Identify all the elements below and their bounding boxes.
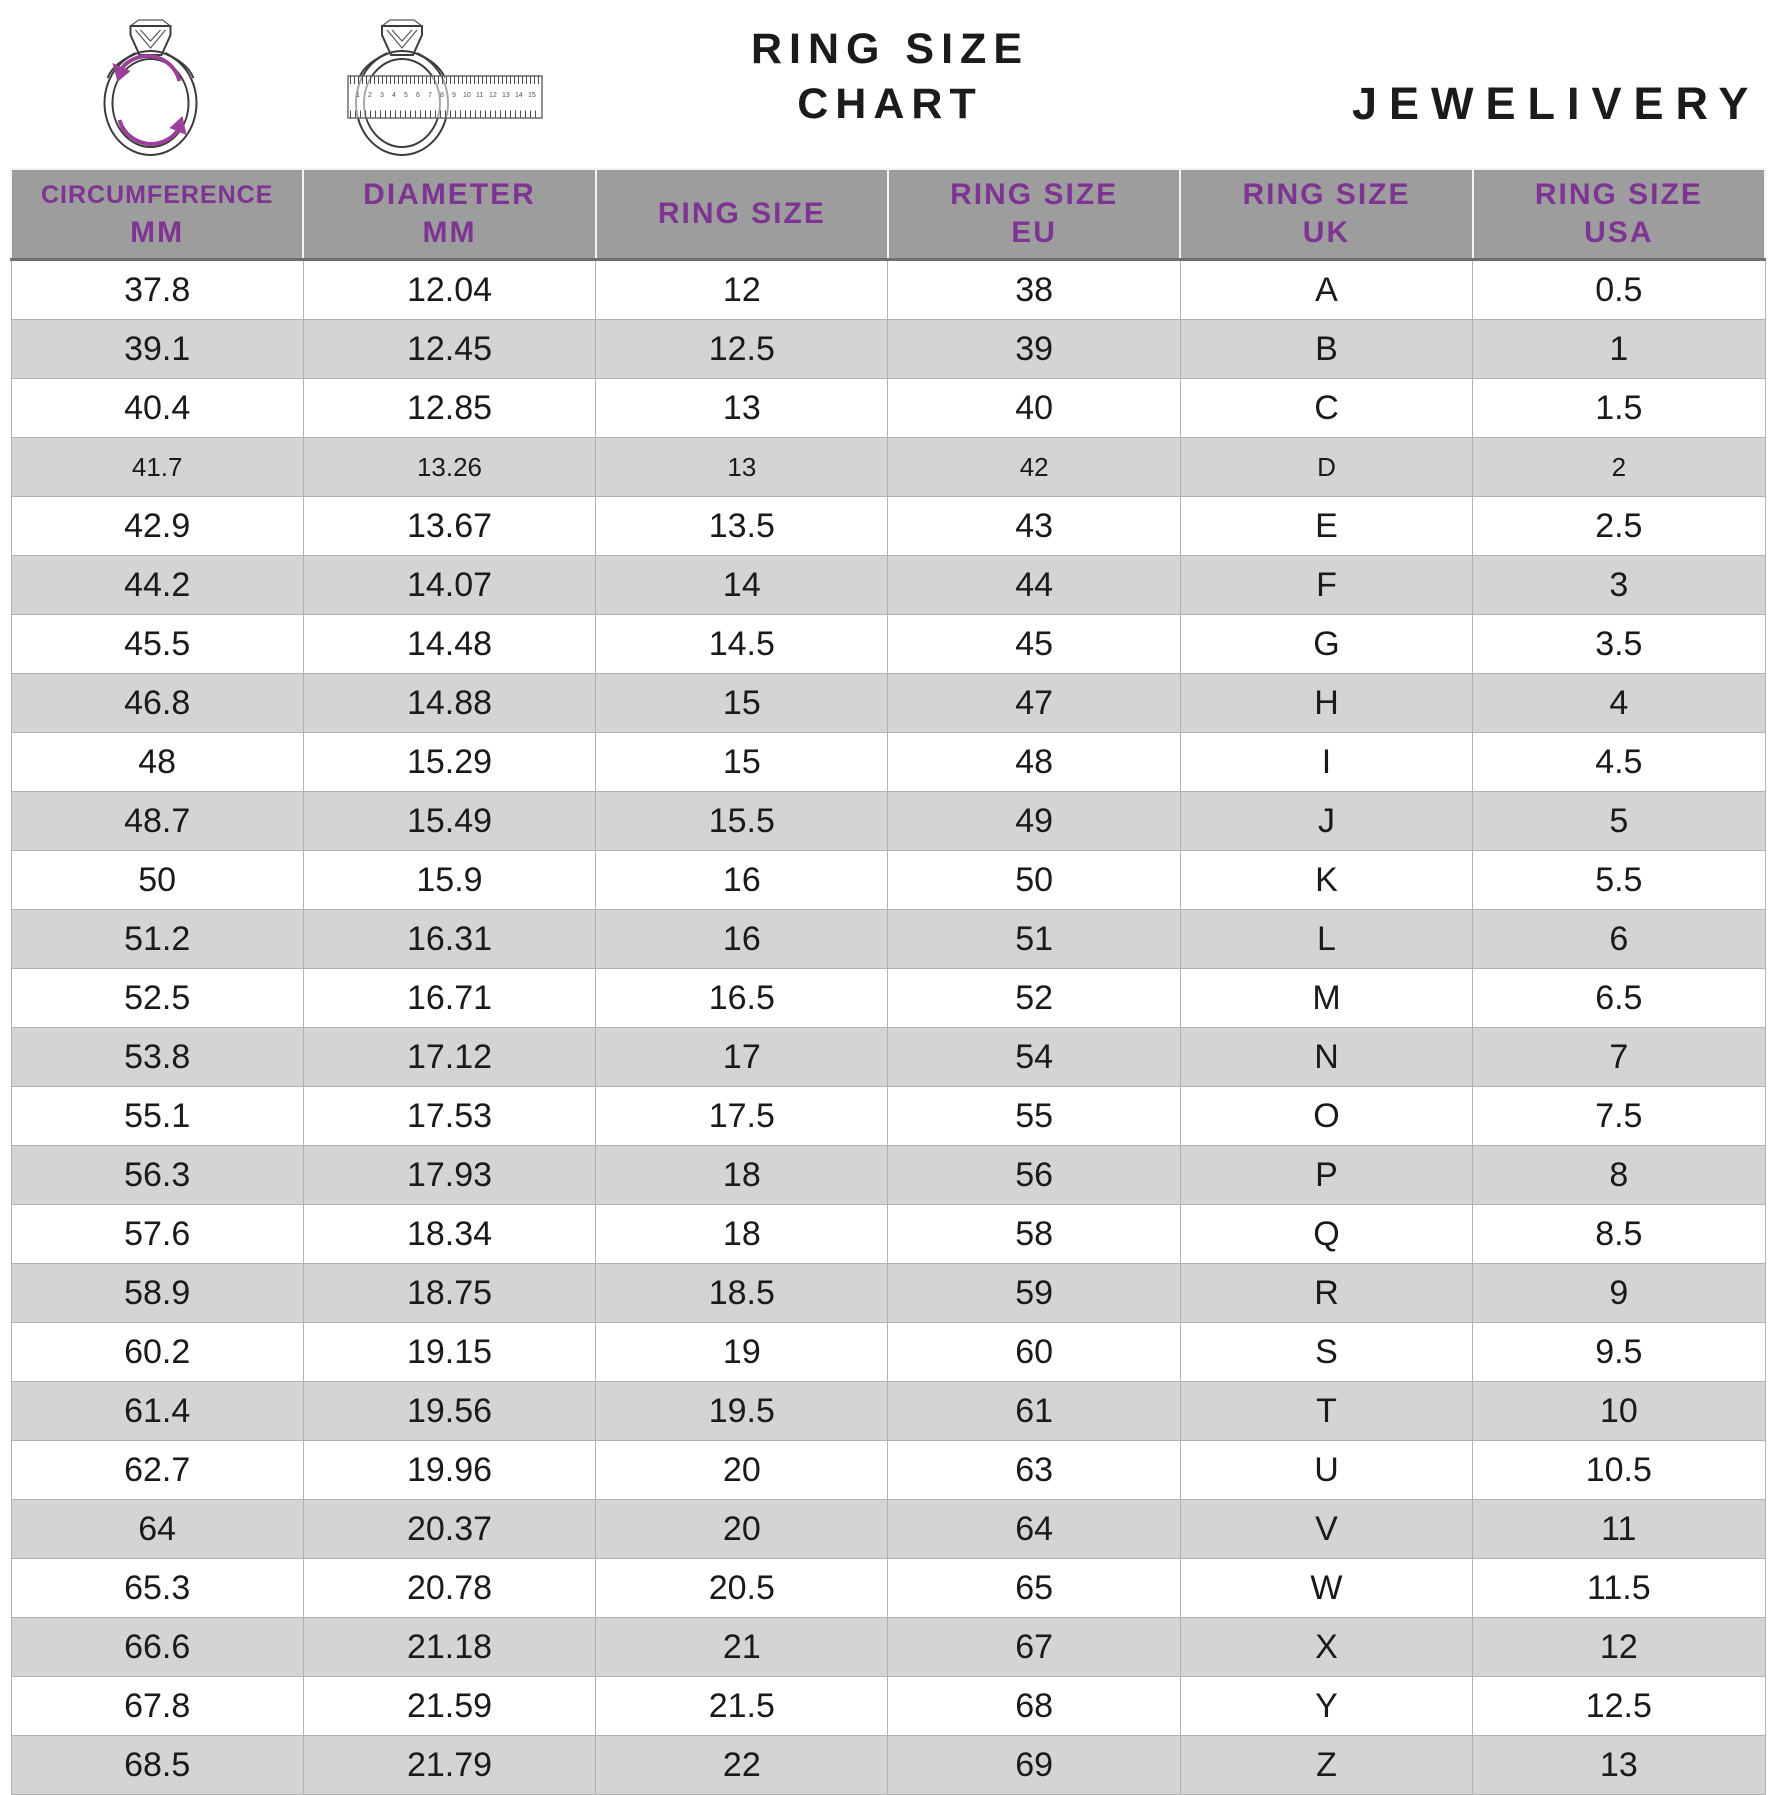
cell-diameter_mm: 12.85 [303, 379, 595, 438]
cell-ring_size_usa: 9.5 [1473, 1323, 1765, 1382]
cell-diameter_mm: 19.15 [303, 1323, 595, 1382]
svg-text:2: 2 [368, 92, 372, 99]
cell-ring_size_uk: H [1180, 674, 1472, 733]
cell-ring_size: 18 [596, 1146, 888, 1205]
cell-ring_size: 17 [596, 1028, 888, 1087]
cell-ring_size: 15 [596, 674, 888, 733]
cell-ring_size_eu: 51 [888, 910, 1180, 969]
cell-ring_size_uk: F [1180, 556, 1472, 615]
ring-circumference-icon [58, 4, 243, 162]
cell-ring_size_eu: 56 [888, 1146, 1180, 1205]
cell-ring_size_usa: 6 [1473, 910, 1765, 969]
cell-ring_size_usa: 10 [1473, 1382, 1765, 1441]
cell-diameter_mm: 21.59 [303, 1677, 595, 1736]
cell-ring_size_usa: 4.5 [1473, 733, 1765, 792]
cell-diameter_mm: 21.79 [303, 1736, 595, 1795]
cell-circumference_mm: 44.2 [11, 556, 303, 615]
cell-diameter_mm: 15.49 [303, 792, 595, 851]
table-row [11, 438, 1765, 497]
table-header-row [11, 169, 1765, 260]
cell-diameter_mm: 14.48 [303, 615, 595, 674]
cell-diameter_mm: 12.04 [303, 260, 595, 320]
cell-ring_size_usa: 10.5 [1473, 1441, 1765, 1500]
page-title [715, 22, 1065, 132]
cell-ring_size_uk: L [1180, 910, 1472, 969]
cell-ring_size_eu: 47 [888, 674, 1180, 733]
cell-circumference_mm: 41.7 [11, 438, 303, 497]
column-header-ring_size_usa [1473, 169, 1765, 260]
cell-circumference_mm: 58.9 [11, 1264, 303, 1323]
cell-circumference_mm: 68.5 [11, 1736, 303, 1795]
page-title-line2: CHART [797, 80, 983, 128]
cell-circumference_mm: 66.6 [11, 1618, 303, 1677]
ring-size-table [10, 168, 1766, 1795]
cell-circumference_mm: 42.9 [11, 497, 303, 556]
svg-text:3: 3 [380, 92, 384, 99]
table-row [11, 733, 1765, 792]
cell-ring_size: 22 [596, 1736, 888, 1795]
cell-ring_size: 16 [596, 910, 888, 969]
cell-diameter_mm: 13.67 [303, 497, 595, 556]
cell-diameter_mm: 18.75 [303, 1264, 595, 1323]
cell-ring_size_usa: 7 [1473, 1028, 1765, 1087]
cell-ring_size_eu: 68 [888, 1677, 1180, 1736]
cell-circumference_mm: 51.2 [11, 910, 303, 969]
cell-circumference_mm: 37.8 [11, 260, 303, 320]
ring-diameter-ruler-icon [292, 4, 572, 162]
cell-ring_size: 19.5 [596, 1382, 888, 1441]
cell-diameter_mm: 14.07 [303, 556, 595, 615]
cell-ring_size_usa: 12 [1473, 1618, 1765, 1677]
cell-ring_size_usa: 3 [1473, 556, 1765, 615]
cell-ring_size_eu: 44 [888, 556, 1180, 615]
table-row [11, 1146, 1765, 1205]
table-row [11, 1441, 1765, 1500]
cell-ring_size: 12 [596, 260, 888, 320]
cell-ring_size_usa: 1.5 [1473, 379, 1765, 438]
column-header-ring_size_uk [1180, 169, 1472, 260]
cell-ring_size_uk: E [1180, 497, 1472, 556]
cell-ring_size_usa: 5 [1473, 792, 1765, 851]
cell-circumference_mm: 48.7 [11, 792, 303, 851]
cell-ring_size_eu: 40 [888, 379, 1180, 438]
cell-diameter_mm: 18.34 [303, 1205, 595, 1264]
cell-diameter_mm: 17.93 [303, 1146, 595, 1205]
page-header [0, 0, 1776, 168]
cell-ring_size_usa: 5.5 [1473, 851, 1765, 910]
cell-diameter_mm: 20.78 [303, 1559, 595, 1618]
cell-ring_size_eu: 43 [888, 497, 1180, 556]
cell-ring_size_uk: T [1180, 1382, 1472, 1441]
table-row [11, 1205, 1765, 1264]
cell-ring_size_uk: J [1180, 792, 1472, 851]
column-header-line2: USA [1584, 216, 1654, 249]
cell-ring_size_uk: Q [1180, 1205, 1472, 1264]
column-header-line1: DIAMETER [363, 178, 536, 211]
svg-text:12: 12 [489, 92, 497, 99]
cell-ring_size: 14.5 [596, 615, 888, 674]
cell-diameter_mm: 15.29 [303, 733, 595, 792]
cell-circumference_mm: 64 [11, 1500, 303, 1559]
table-row [11, 556, 1765, 615]
cell-ring_size_usa: 4 [1473, 674, 1765, 733]
column-header-line1: RING SIZE [1534, 178, 1703, 211]
cell-ring_size_uk: B [1180, 320, 1472, 379]
cell-ring_size_usa: 11 [1473, 1500, 1765, 1559]
cell-ring_size_eu: 49 [888, 792, 1180, 851]
table-row [11, 1500, 1765, 1559]
table-row [11, 1028, 1765, 1087]
cell-ring_size_eu: 39 [888, 320, 1180, 379]
cell-ring_size_usa: 13 [1473, 1736, 1765, 1795]
cell-diameter_mm: 21.18 [303, 1618, 595, 1677]
cell-ring_size_usa: 12.5 [1473, 1677, 1765, 1736]
column-header-line1: RING SIZE [950, 178, 1119, 211]
cell-diameter_mm: 20.37 [303, 1500, 595, 1559]
cell-ring_size_eu: 65 [888, 1559, 1180, 1618]
cell-ring_size_usa: 0.5 [1473, 260, 1765, 320]
table-row [11, 1382, 1765, 1441]
cell-ring_size_uk: V [1180, 1500, 1472, 1559]
svg-text:6: 6 [416, 92, 420, 99]
svg-text:4: 4 [392, 92, 396, 99]
column-header-line2: UK [1302, 216, 1351, 249]
brand-logo: JEWELIVERY [1352, 78, 1761, 129]
cell-circumference_mm: 65.3 [11, 1559, 303, 1618]
cell-diameter_mm: 12.45 [303, 320, 595, 379]
cell-ring_size_eu: 63 [888, 1441, 1180, 1500]
cell-diameter_mm: 16.31 [303, 910, 595, 969]
cell-ring_size_uk: W [1180, 1559, 1472, 1618]
svg-text:1: 1 [356, 92, 360, 99]
cell-ring_size: 20 [596, 1500, 888, 1559]
cell-ring_size: 15 [596, 733, 888, 792]
cell-ring_size_uk: S [1180, 1323, 1472, 1382]
cell-ring_size_uk: M [1180, 969, 1472, 1028]
svg-text:15: 15 [528, 92, 536, 99]
table-row [11, 969, 1765, 1028]
page-title-line1: RING SIZE [750, 25, 1030, 73]
cell-diameter_mm: 17.53 [303, 1087, 595, 1146]
cell-circumference_mm: 45.5 [11, 615, 303, 674]
cell-ring_size: 15.5 [596, 792, 888, 851]
cell-ring_size: 20 [596, 1441, 888, 1500]
table-body [11, 260, 1765, 1795]
table-row [11, 851, 1765, 910]
table-row [11, 1087, 1765, 1146]
cell-ring_size_eu: 59 [888, 1264, 1180, 1323]
cell-ring_size: 13.5 [596, 497, 888, 556]
cell-diameter_mm: 19.56 [303, 1382, 595, 1441]
cell-ring_size_usa: 6.5 [1473, 969, 1765, 1028]
svg-text:11: 11 [476, 92, 484, 99]
cell-ring_size_uk: G [1180, 615, 1472, 674]
cell-ring_size_eu: 55 [888, 1087, 1180, 1146]
table-row [11, 1323, 1765, 1382]
cell-ring_size_eu: 45 [888, 615, 1180, 674]
cell-ring_size_usa: 2.5 [1473, 497, 1765, 556]
cell-ring_size_uk: C [1180, 379, 1472, 438]
cell-ring_size_eu: 42 [888, 438, 1180, 497]
column-header-ring_size_eu [888, 169, 1180, 260]
cell-ring_size_eu: 67 [888, 1618, 1180, 1677]
column-header-line1: CIRCUMFERENCE [40, 181, 274, 209]
table-row [11, 910, 1765, 969]
cell-diameter_mm: 16.71 [303, 969, 595, 1028]
column-header-line2: EU [1011, 216, 1057, 249]
cell-ring_size_uk: N [1180, 1028, 1472, 1087]
cell-ring_size_eu: 61 [888, 1382, 1180, 1441]
cell-ring_size_uk: O [1180, 1087, 1472, 1146]
svg-text:14: 14 [515, 92, 523, 99]
cell-circumference_mm: 40.4 [11, 379, 303, 438]
cell-ring_size: 16 [596, 851, 888, 910]
cell-ring_size: 12.5 [596, 320, 888, 379]
cell-diameter_mm: 15.9 [303, 851, 595, 910]
cell-ring_size_uk: D [1180, 438, 1472, 497]
cell-ring_size_eu: 52 [888, 969, 1180, 1028]
cell-ring_size_eu: 58 [888, 1205, 1180, 1264]
cell-circumference_mm: 52.5 [11, 969, 303, 1028]
cell-ring_size_usa: 7.5 [1473, 1087, 1765, 1146]
cell-ring_size: 17.5 [596, 1087, 888, 1146]
cell-ring_size_eu: 60 [888, 1323, 1180, 1382]
cell-diameter_mm: 17.12 [303, 1028, 595, 1087]
svg-text:13: 13 [502, 92, 510, 99]
cell-ring_size_usa: 1 [1473, 320, 1765, 379]
cell-circumference_mm: 53.8 [11, 1028, 303, 1087]
table-row [11, 792, 1765, 851]
cell-ring_size: 20.5 [596, 1559, 888, 1618]
cell-ring_size_uk: Y [1180, 1677, 1472, 1736]
cell-circumference_mm: 67.8 [11, 1677, 303, 1736]
cell-ring_size_uk: A [1180, 260, 1472, 320]
cell-circumference_mm: 60.2 [11, 1323, 303, 1382]
column-header-line2: MM [422, 216, 477, 249]
cell-circumference_mm: 61.4 [11, 1382, 303, 1441]
table-row [11, 1736, 1765, 1795]
svg-text:5: 5 [404, 92, 408, 99]
cell-circumference_mm: 46.8 [11, 674, 303, 733]
cell-ring_size: 21.5 [596, 1677, 888, 1736]
svg-text:7: 7 [428, 92, 432, 99]
cell-ring_size: 13 [596, 438, 888, 497]
cell-ring_size_uk: Z [1180, 1736, 1472, 1795]
column-header-line1: RING SIZE [657, 197, 826, 230]
cell-ring_size_uk: P [1180, 1146, 1472, 1205]
table-row [11, 1677, 1765, 1736]
table-row [11, 1618, 1765, 1677]
cell-ring_size: 14 [596, 556, 888, 615]
cell-ring_size: 18.5 [596, 1264, 888, 1323]
svg-text:9: 9 [452, 92, 456, 99]
cell-ring_size_eu: 64 [888, 1500, 1180, 1559]
cell-ring_size_eu: 38 [888, 260, 1180, 320]
cell-ring_size: 13 [596, 379, 888, 438]
cell-ring_size_uk: R [1180, 1264, 1472, 1323]
table-row [11, 320, 1765, 379]
cell-ring_size_usa: 9 [1473, 1264, 1765, 1323]
cell-ring_size_eu: 48 [888, 733, 1180, 792]
cell-ring_size: 19 [596, 1323, 888, 1382]
cell-circumference_mm: 50 [11, 851, 303, 910]
column-header-circumference_mm [11, 169, 303, 260]
cell-ring_size_usa: 3.5 [1473, 615, 1765, 674]
table-row [11, 379, 1765, 438]
column-header-ring_size [596, 169, 888, 260]
cell-ring_size_usa: 2 [1473, 438, 1765, 497]
svg-text:10: 10 [463, 92, 471, 99]
table-row [11, 1559, 1765, 1618]
cell-ring_size: 21 [596, 1618, 888, 1677]
cell-ring_size_usa: 11.5 [1473, 1559, 1765, 1618]
table-row [11, 260, 1765, 320]
table-row [11, 615, 1765, 674]
cell-diameter_mm: 19.96 [303, 1441, 595, 1500]
cell-ring_size_eu: 50 [888, 851, 1180, 910]
table-row [11, 497, 1765, 556]
svg-text:8: 8 [440, 92, 444, 99]
cell-ring_size_eu: 54 [888, 1028, 1180, 1087]
cell-circumference_mm: 48 [11, 733, 303, 792]
cell-diameter_mm: 13.26 [303, 438, 595, 497]
cell-ring_size_eu: 69 [888, 1736, 1180, 1795]
column-header-line2: MM [130, 216, 185, 249]
cell-ring_size_uk: K [1180, 851, 1472, 910]
cell-circumference_mm: 55.1 [11, 1087, 303, 1146]
cell-ring_size_usa: 8.5 [1473, 1205, 1765, 1264]
column-header-line1: RING SIZE [1242, 178, 1411, 211]
column-header-diameter_mm [303, 169, 595, 260]
cell-ring_size: 18 [596, 1205, 888, 1264]
cell-ring_size_usa: 8 [1473, 1146, 1765, 1205]
table-row [11, 1264, 1765, 1323]
cell-circumference_mm: 56.3 [11, 1146, 303, 1205]
cell-ring_size: 16.5 [596, 969, 888, 1028]
cell-ring_size_uk: X [1180, 1618, 1472, 1677]
cell-diameter_mm: 14.88 [303, 674, 595, 733]
cell-ring_size_uk: U [1180, 1441, 1472, 1500]
cell-ring_size_uk: I [1180, 733, 1472, 792]
cell-circumference_mm: 62.7 [11, 1441, 303, 1500]
cell-circumference_mm: 39.1 [11, 320, 303, 379]
table-row [11, 674, 1765, 733]
cell-circumference_mm: 57.6 [11, 1205, 303, 1264]
